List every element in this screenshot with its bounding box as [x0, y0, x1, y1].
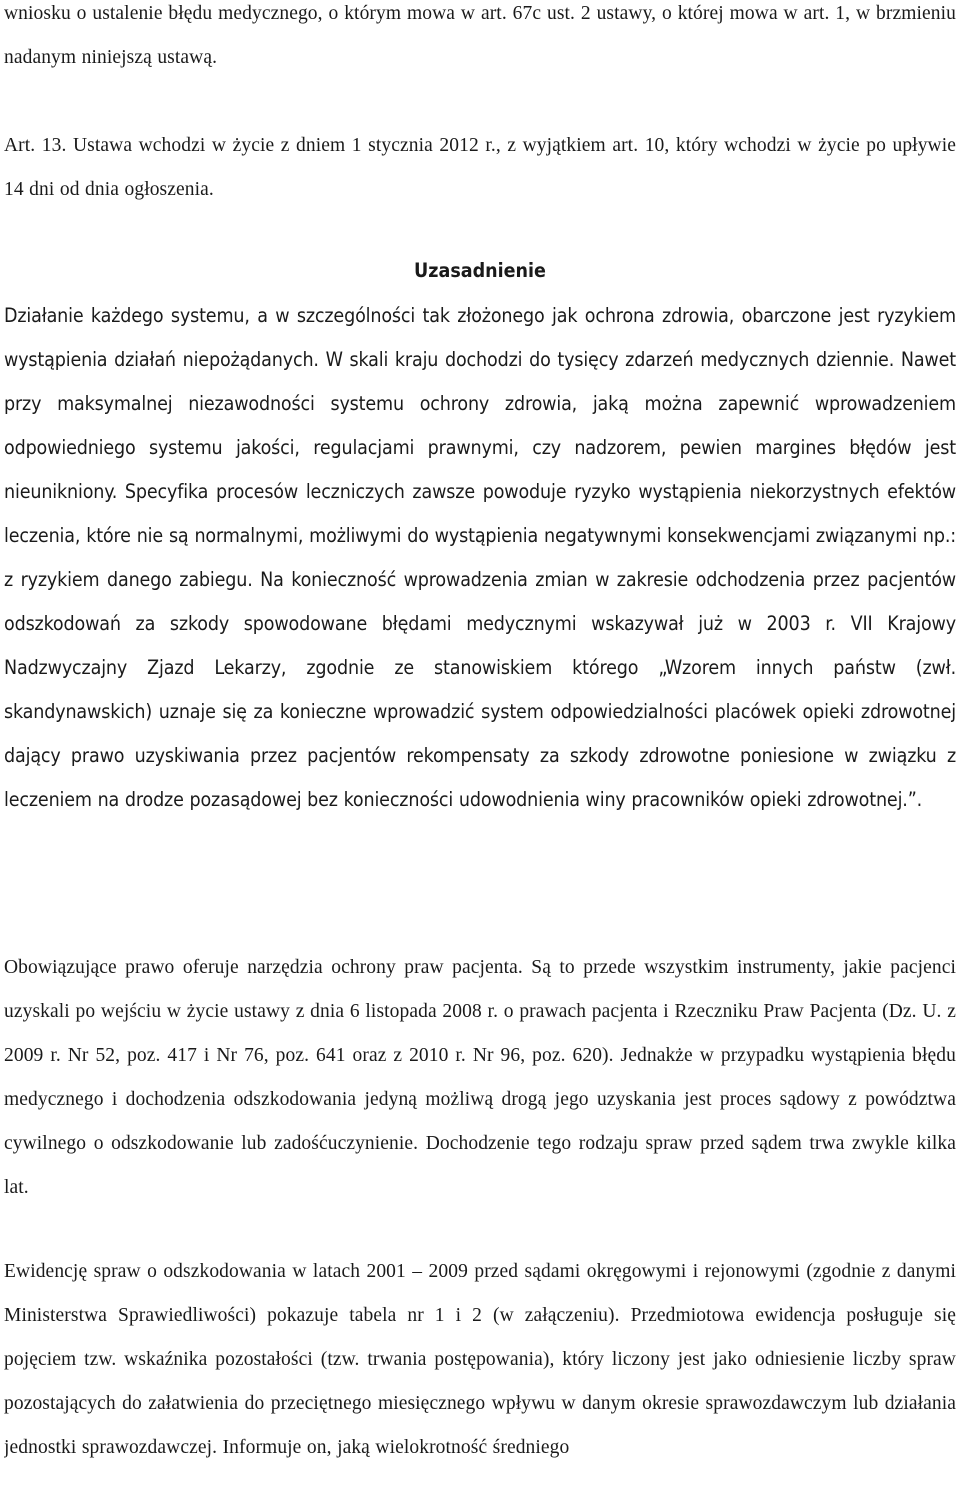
paragraph-justification-1: Działanie każdego systemu, a w szczególności tak złożonego jak ochrona zdrowia, obarczone jest ryzykiem wystąpienia działań niepożądanych. W skali kraju dochodzi do tysięcy zdarzeń medycznych dziennie. Nawet przy maksymalnej niezawodności systemu ochrony zdrowia, jaką można zapewnić wprowadzeniem odpowiedniego systemu jakości, regulacjami prawnymi, czy nadzorem, pewien margines błędów jest nieunikniony. Specyfika procesów leczniczych zawsze powoduje ryzyko wystąpienia niekorzystnych efektów leczenia, które nie są normalnymi, możliwymi do wystąpienia negatywnymi konsekwencjami związanymi np.: z ryzykiem danego zabiegu. Na konieczność wprowadzenia zmian w zakresie odchodzenia przez pacjentów odszkodowań za szkody spowodowane błędami medycznymi wskazywał już w 2003 r. VII Krajowy Nadzwyczajny Zjazd Lekarzy, zgodnie ze stanowiskiem którego „Wzorem innych państw (zwł. skandynawskich) uznaje się za konieczne wprowadzić system odpowiedzialności placówek opieki zdrowotnej dający prawo uzyskiwania przez pacjentów rekompensaty za szkody zdrowotne poniesione w związku z leczeniem na drodze pozasądowej bez konieczności udowodnienia winy pracowników opieki zdrowotnej.”. [4, 304, 956, 811]
paragraph-justification-3: Ewidencję spraw o odszkodowania w latach 2001 – 2009 przed sądami okręgowymi i rejonowymi (zgodnie z danymi Ministerstwa Sprawiedliwości) pokazuje tabela nr 1 i 2 (w załączeniu). Przedmiotowa ewidencja posługuje się pojęciem tzw. wskaźnika pozostałości (tzw. trwania postępowania), który liczony jest jako odniesienie liczby spraw pozostających do załatwienia do przeciętnego miesięcznego wpływu w danym okresie sprawozdawczym lub działania jednostki sprawozdawczej. Informuje on, jaką wielokrotność średniego [4, 1261, 956, 1458]
paragraph-intro: wniosku o ustalenie błędu medycznego, o którym mowa w art. 67c ust. 2 ustawy, o której mowa w art. 1, w brzmieniu nadanym niniejszą ustawą. [4, 3, 956, 68]
section-heading: Uzasadnienie [414, 259, 546, 282]
paragraph-art-13: Art. 13. Ustawa wchodzi w życie z dniem 1 stycznia 2012 r., z wyjątkiem art. 10, który wchodzi w życie po upływie 14 dni od dnia ogłoszenia. [4, 135, 956, 200]
document-page [4, 0, 956, 1505]
paragraph-justification-2: Obowiązujące prawo oferuje narzędzia ochrony praw pacjenta. Są to przede wszystkim instrumenty, jakie pacjenci uzyskali po wejściu w życie ustawy z dnia 6 listopada 2008 r. o prawach pacjenta i Rzeczniku Praw Pacjenta (Dz. U. z 2009 r. Nr 52, poz. 417 i Nr 76, poz. 641 oraz z 2010 r. Nr 96, poz. 620). Jednakże w przypadku wystąpienia błędu medycznego i dochodzenia odszkodowania jedyną możliwą drogą jego uzyskania jest proces sądowy z powództwa cywilnego o odszkodowanie lub zadośćuczynienie. Dochodzenie tego rodzaju spraw przed sądem trwa zwykle kilka lat. [4, 957, 956, 1198]
